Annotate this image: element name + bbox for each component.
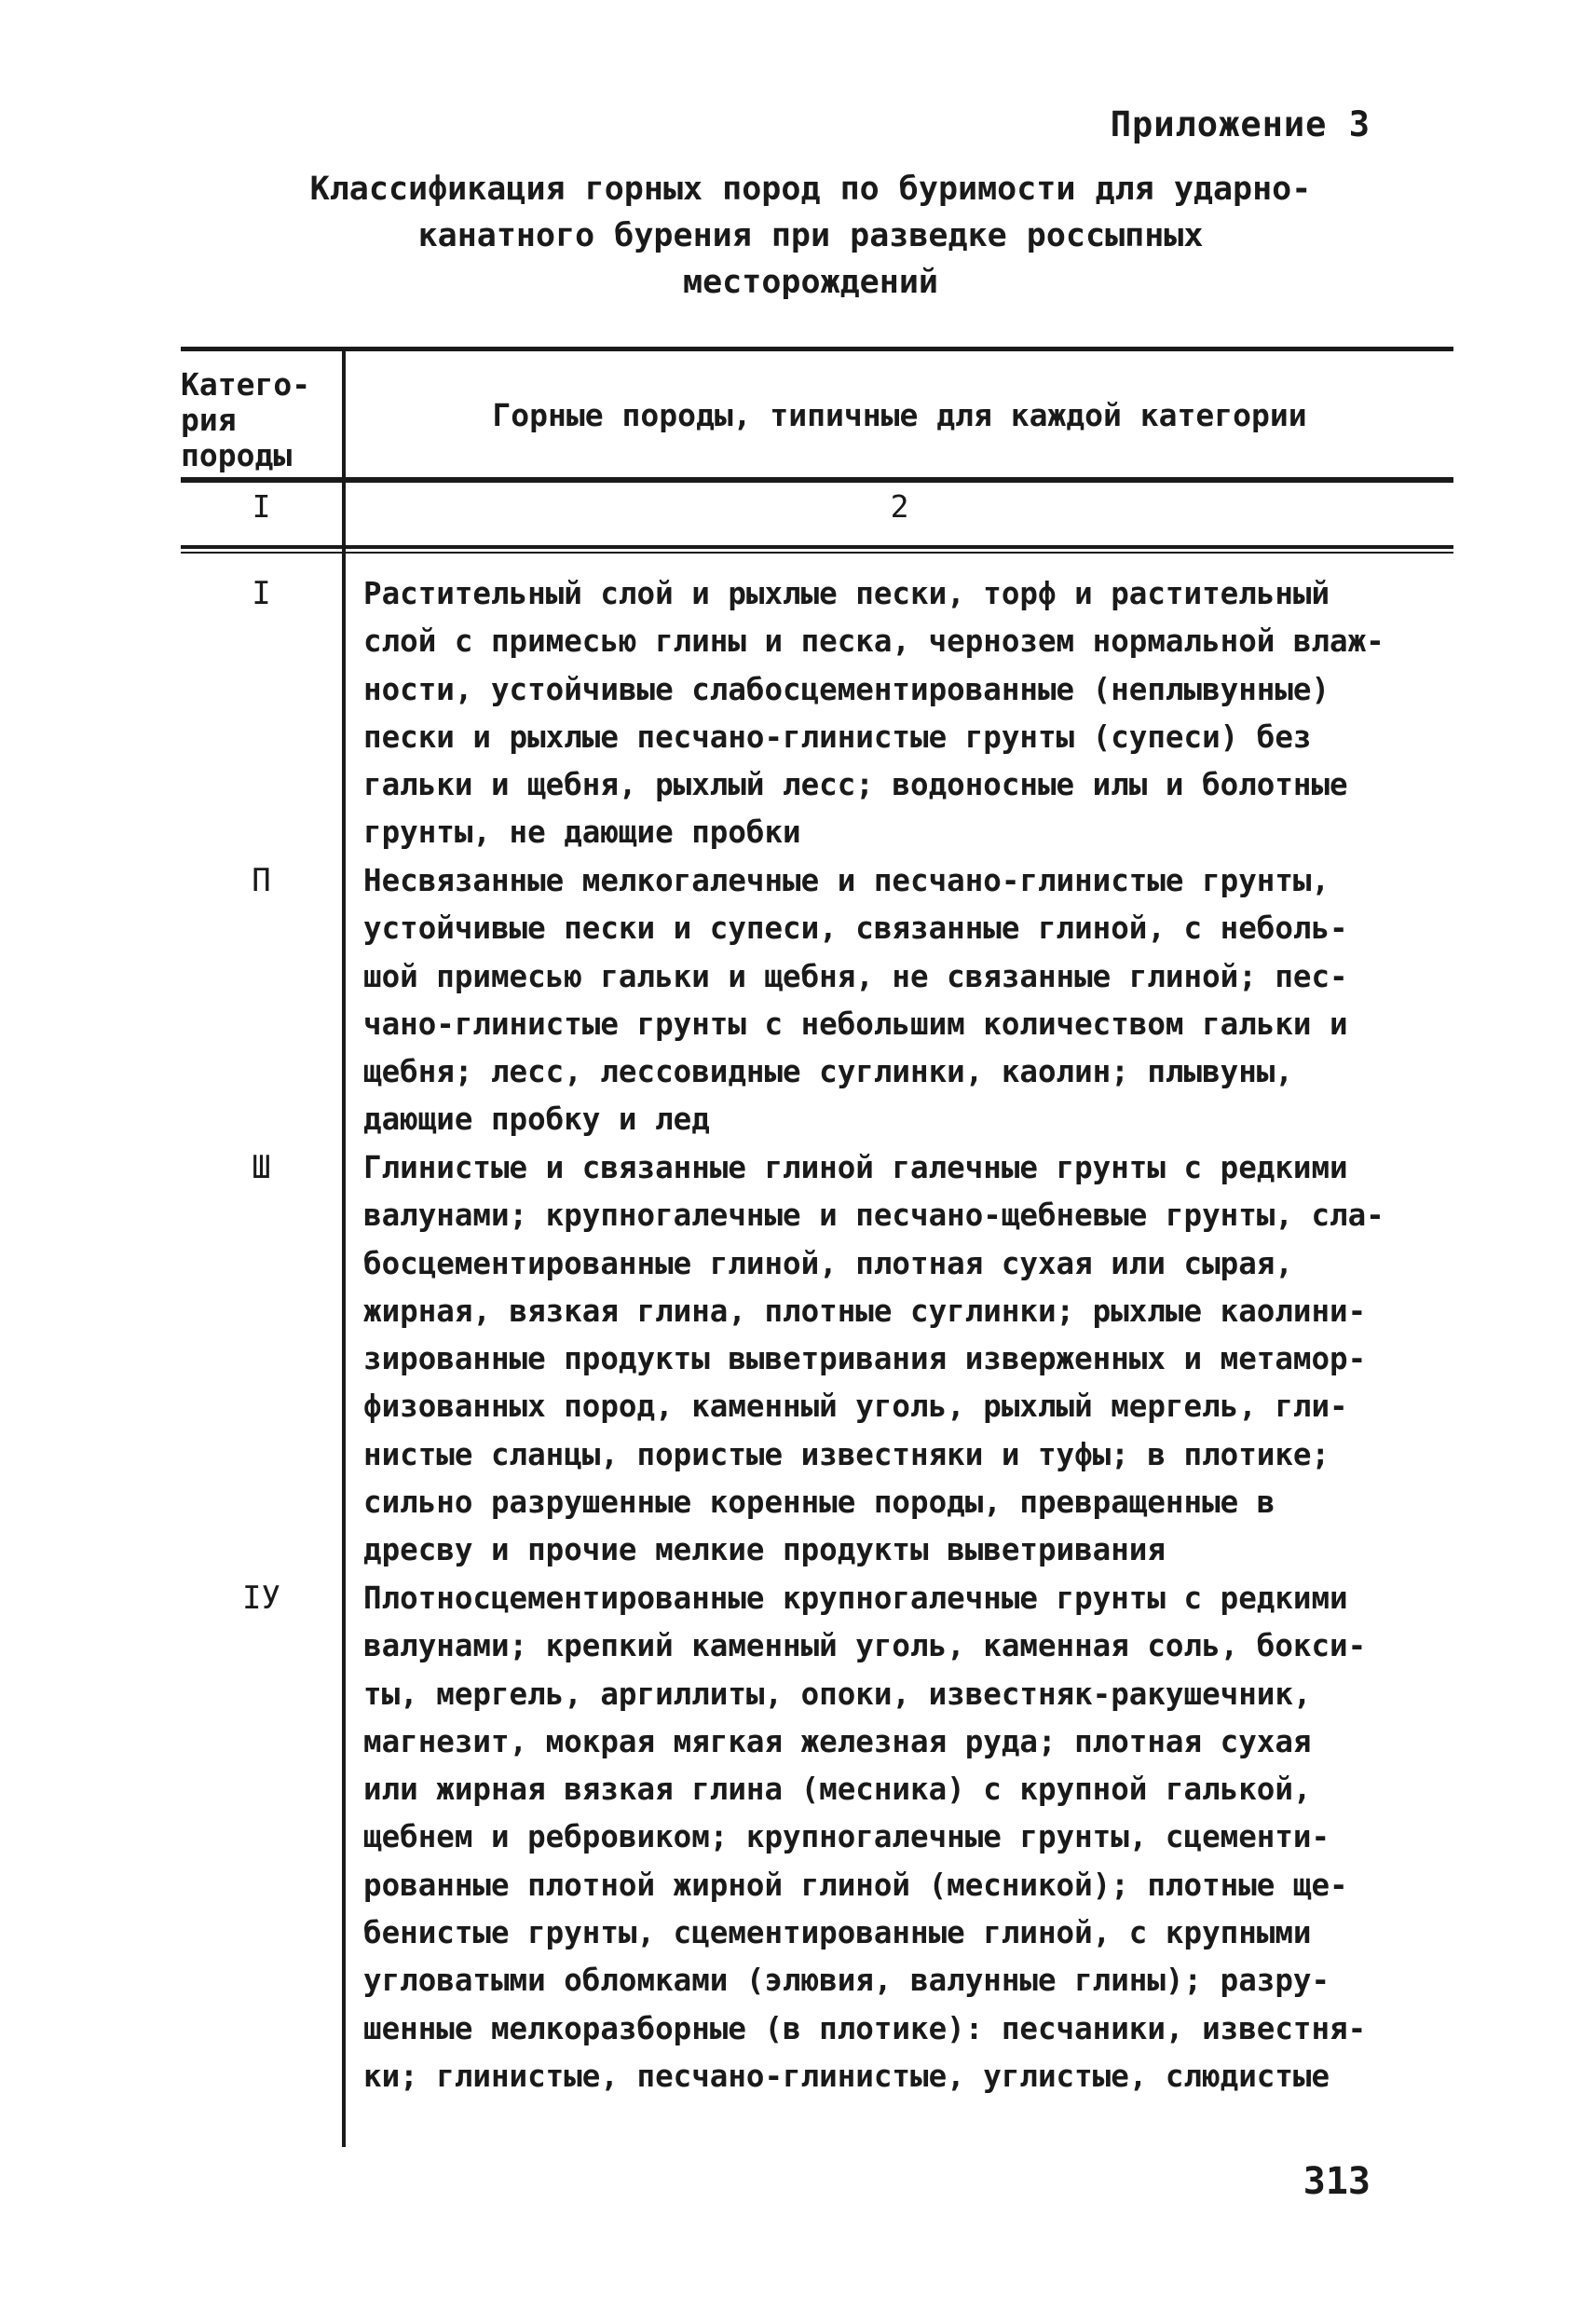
description-line: нистые сланцы, пористые известняки и туфы; в плотике; <box>363 1436 1330 1472</box>
description-line: магнезит, мокрая мягкая железная руда; плотная сухая <box>363 1723 1312 1759</box>
description-line: дресву и прочие мелкие продукты выветривания <box>363 1532 1166 1568</box>
column-number-2: 2 <box>890 488 909 525</box>
description-line: ты, мергель, аргиллиты, опоки, известняк-ракушечник, <box>363 1676 1312 1712</box>
appendix-label: Приложение 3 <box>1110 104 1371 144</box>
description-line: или жирная вязкая глина (месника) с крупной галькой, <box>363 1772 1312 1808</box>
category-column-header <box>181 367 339 473</box>
description-line: устойчивые пески и супеси, связанные глиной, с неболь- <box>363 910 1348 947</box>
description-line: сильно разрушенные коренные породы, превращенные в <box>363 1484 1275 1521</box>
row-description <box>363 857 1453 1144</box>
numbers-bottom-rule-2 <box>181 552 1453 554</box>
description-line: валунами; крепкий каменный уголь, каменная соль, бокси- <box>363 1628 1367 1664</box>
page-number: 313 <box>1303 2160 1371 2203</box>
description-line: рованные плотной жирной глиной (месникой); плотные ще- <box>363 1867 1348 1903</box>
row-category: I <box>252 575 271 612</box>
description-line: грунты, не дающие пробки <box>363 814 801 851</box>
description-line: дающие пробку и лед <box>363 1101 710 1138</box>
description-line: угловатыми обломками (элювия, валунные глины); разру- <box>363 1963 1330 1999</box>
table-top-rule <box>181 347 1453 351</box>
title-line-2: канатного бурения при разведке россыпных <box>417 217 1204 254</box>
row-description <box>363 1575 1453 2100</box>
category-header-line: Катего- <box>181 366 311 403</box>
row-category: П <box>252 862 271 899</box>
column-divider <box>342 347 346 2147</box>
description-line: шенные мелкоразборные (в плотике): песчаники, известня- <box>363 2010 1367 2046</box>
description-line: босцементированные глиной, плотная сухая или сырая, <box>363 1245 1293 1281</box>
description-line: чано-глинистые грунты с небольшим количеством гальки и <box>363 1006 1348 1042</box>
numbers-bottom-rule <box>181 545 1453 549</box>
category-header-line: породы <box>181 437 293 473</box>
title-line-3: месторождений <box>683 264 938 301</box>
header-bottom-rule-2 <box>181 481 1453 483</box>
description-line: Плотносцементированные крупногалечные грунты с редкими <box>363 1580 1348 1616</box>
description-line: валунами; крупногалечные и песчано-щебневые грунты, сла- <box>363 1197 1385 1234</box>
description-line: Глинистые и связанные глиной галечные грунты с редкими <box>363 1150 1348 1185</box>
category-header-line: рия <box>181 402 237 438</box>
description-line: щебня; лесс, лессовидные суглинки, каолин; плывуны, <box>363 1054 1293 1090</box>
description-line: пески и рыхлые песчано-глинистые грунты (супеси) без <box>363 718 1312 755</box>
rocks-column-header: Горные породы, типичные для каждой категории <box>492 397 1307 433</box>
row-category: Ш <box>252 1149 271 1186</box>
description-line: гальки и щебня, рыхлый лесс; водоносные илы и болотные <box>363 767 1348 803</box>
description-line: щебнем и ребровиком; крупногалечные грунты, сцементи- <box>363 1819 1330 1855</box>
rock-classification-table <box>181 347 1453 2147</box>
document-title <box>280 166 1342 306</box>
description-line: бенистые грунты, сцементированные глиной, с крупными <box>363 1915 1312 1951</box>
description-line: жирная, вязкая глина, плотные суглинки; рыхлые каолини- <box>363 1293 1367 1329</box>
description-line: ности, устойчивые слабосцементированные (неплывунные) <box>363 671 1330 707</box>
column-number-1: I <box>252 488 271 525</box>
title-line-1: Классификация горных пород по буримости для ударно- <box>309 171 1312 208</box>
description-line: зированные продукты выветривания изверженных и метамор- <box>363 1341 1367 1377</box>
row-category: IУ <box>242 1580 280 1617</box>
description-line: Несвязанные мелкогалечные и песчано-глинистые грунты, <box>363 863 1330 898</box>
description-line: физованных пород, каменный уголь, рыхлый мергель, гли- <box>363 1389 1348 1425</box>
description-line: ки; глинистые, песчано-глинистые, углистые, слюдистые <box>363 2058 1330 2094</box>
row-description <box>363 570 1453 857</box>
description-line: шой примесью гальки и щебня, не связанные глиной; пес- <box>363 958 1348 994</box>
description-line: слой с примесью глины и песка, чернозем нормальной влаж- <box>363 623 1385 660</box>
description-line: Растительный слой и рыхлые пески, торф и растительный <box>363 576 1330 611</box>
row-description <box>363 1144 1453 1575</box>
